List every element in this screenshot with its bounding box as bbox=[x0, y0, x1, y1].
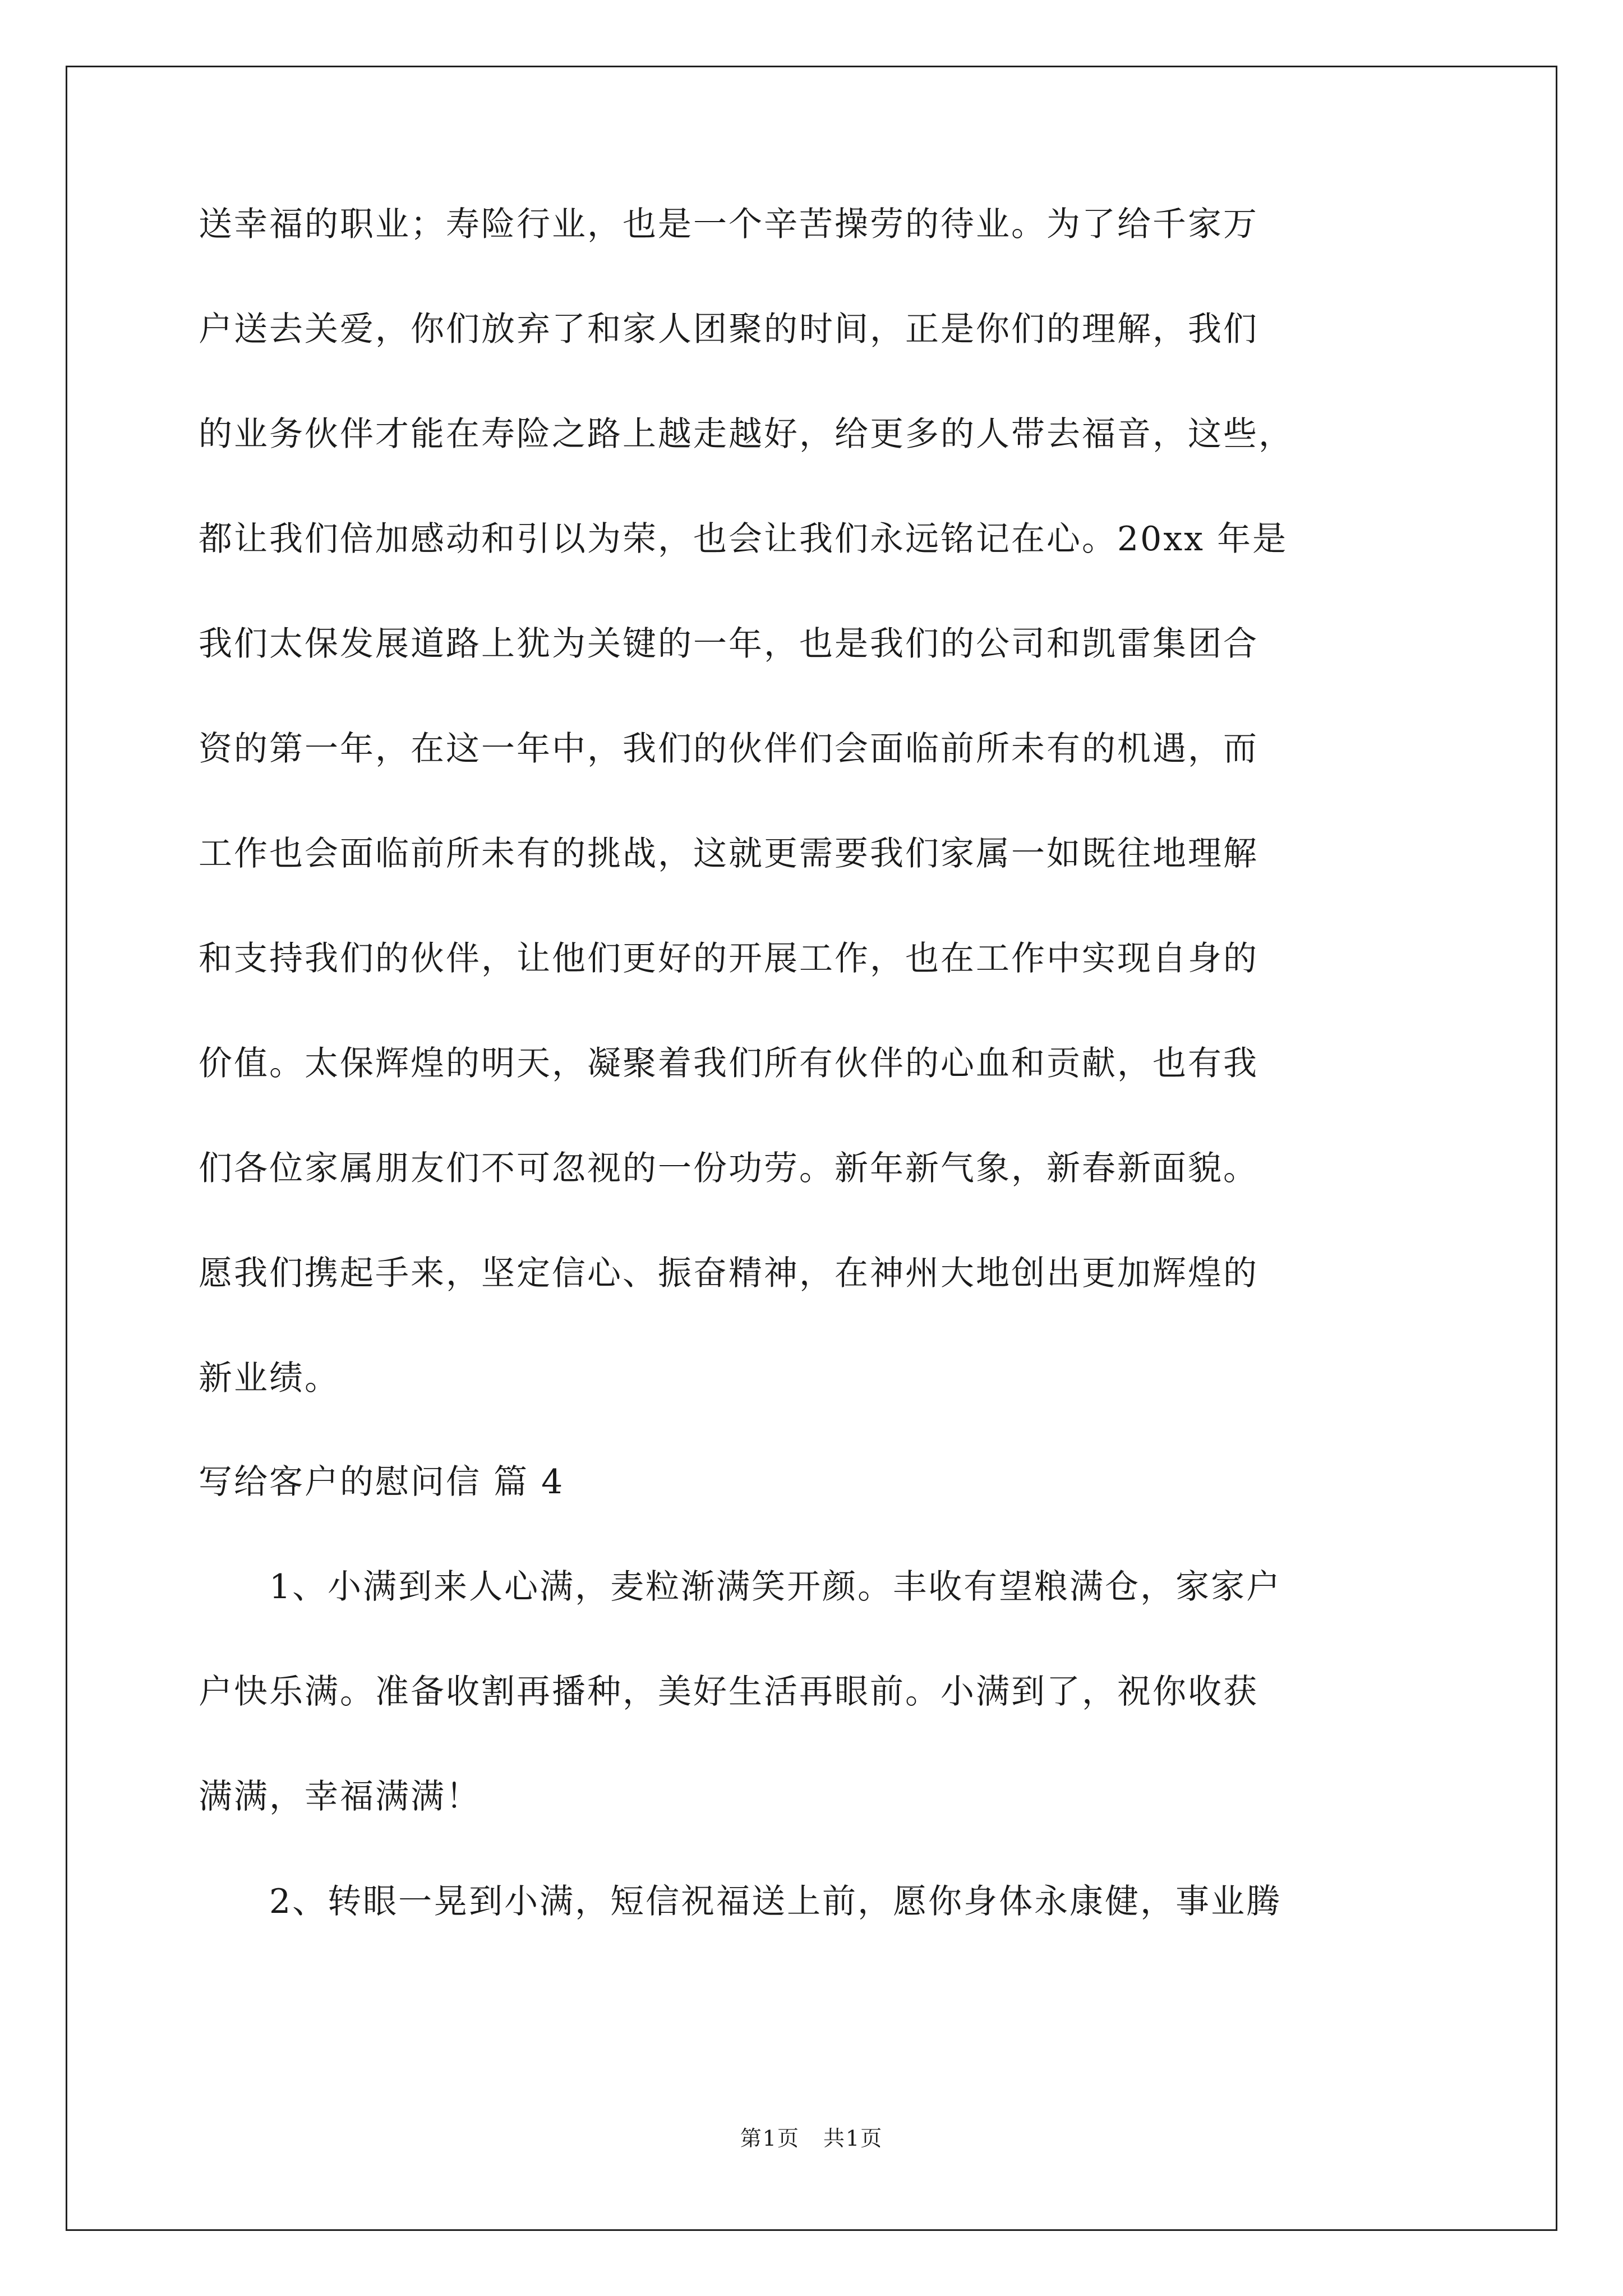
section-heading: 写给客户的慰问信 篇 4 bbox=[199, 1462, 565, 1502]
body-line: 价值。太保辉煌的明天，凝聚着我们所有伙伴的心血和贡献，也有我 bbox=[199, 1044, 1258, 1083]
paragraph-1-line: 满满，幸福满满！ bbox=[199, 1777, 481, 1816]
paragraph-2-line: 2、转眼一晃到小满，短信祝福送上前，愿你身体永康健，事业腾 bbox=[269, 1882, 1282, 1921]
body-line: 工作也会面临前所未有的挑战，这就更需要我们家属一如既往地理解 bbox=[199, 834, 1258, 873]
page-number: 第1页 bbox=[740, 2126, 800, 2151]
body-line: 资的第一年，在这一年中，我们的伙伴们会面临前所未有的机遇，而 bbox=[199, 729, 1258, 769]
page-footer bbox=[0, 2127, 1623, 2150]
paragraph-1-line: 1、小满到来人心满，麦粒渐满笑开颜。丰收有望粮满仓，家家户 bbox=[269, 1567, 1282, 1607]
document-body bbox=[199, 205, 1432, 1990]
paragraph-1-line: 户快乐满。准备收割再播种，美好生活再眼前。小满到了，祝你收获 bbox=[199, 1672, 1258, 1711]
body-line: 和支持我们的伙伴，让他们更好的开展工作，也在工作中实现自身的 bbox=[199, 939, 1258, 978]
body-line: 户送去关爱，你们放弃了和家人团聚的时间，正是你们的理解，我们 bbox=[199, 310, 1258, 349]
body-line: 的业务伙伴才能在寿险之路上越走越好，给更多的人带去福音，这些， bbox=[199, 415, 1294, 454]
body-line: 新业绩。 bbox=[199, 1359, 340, 1398]
body-line: 们各位家属朋友们不可忽视的一份功劳。新年新气象，新春新面貌。 bbox=[199, 1149, 1258, 1188]
body-line: 愿我们携起手来，坚定信心、振奋精神，在神州大地创出更加辉煌的 bbox=[199, 1254, 1258, 1293]
body-line: 我们太保发展道路上犹为关键的一年，也是我们的公司和凯雷集团合 bbox=[199, 624, 1258, 664]
page-total: 共1页 bbox=[823, 2126, 883, 2151]
body-line: 都让我们倍加感动和引以为荣，也会让我们永远铭记在心。20xx 年是 bbox=[199, 519, 1288, 559]
body-line: 送幸福的职业；寿险行业，也是一个辛苦操劳的待业。为了给千家万 bbox=[199, 205, 1258, 244]
